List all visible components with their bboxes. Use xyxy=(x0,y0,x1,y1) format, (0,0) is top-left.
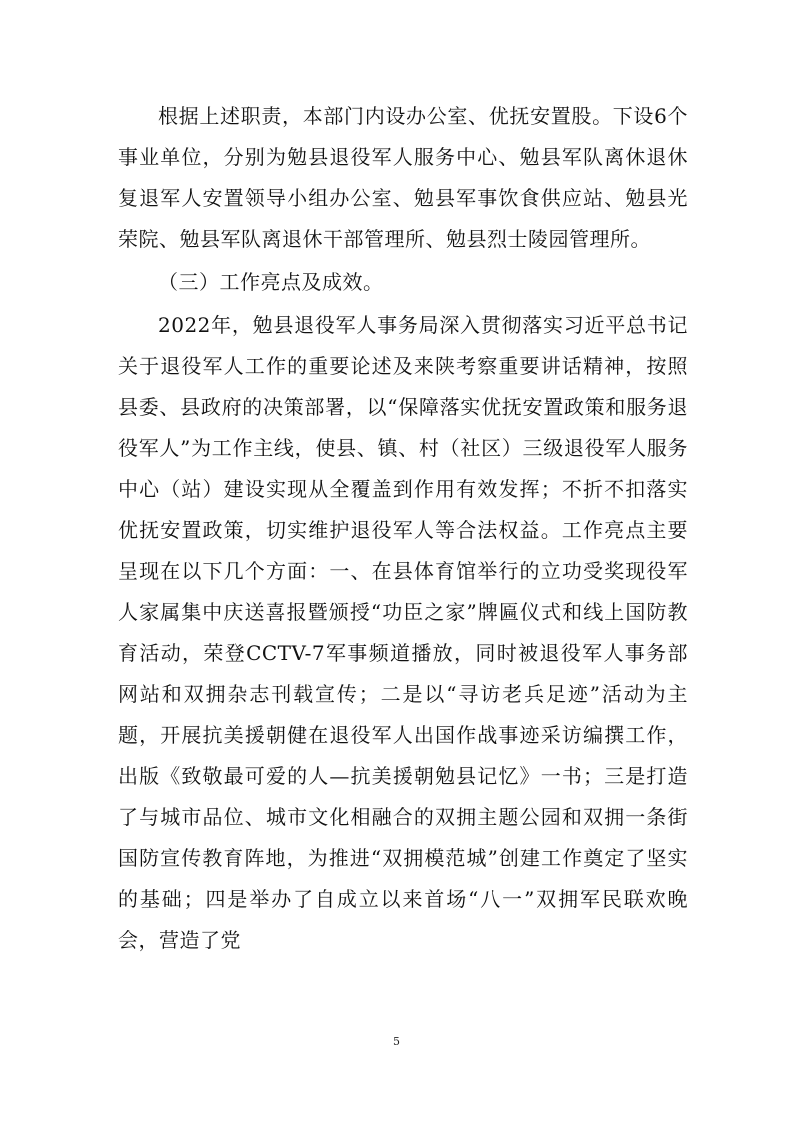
section-heading: （三）工作亮点及成效。 xyxy=(158,270,384,294)
body-paragraph: 根据上述职责，本部门内设办公室、优抚安置股。下设6个事业单位，分别为勉县退役军人服务中心、勉县军队离休退休复退军人安置领导小组办公室、勉县军事饮食供应站、勉县光荣院、勉县军队离退休干部管理所、勉县烈士陵园管理所。 xyxy=(118,104,688,251)
page-number: 5 xyxy=(393,1035,400,1048)
body-paragraph: 2022年，勉县退役军人事务局深入贯彻落实习近平总书记关于退役军人工作的重要论述及来陕考察重要讲话精神，按照县委、县政府的决策部署，以“保障落实优抚安置政策和服务退役军人”为工作主线，使县、镇、村（社区）三级退役军人服务中心（站）建设实现从全覆盖到作用有效发挥；不折不扣落实优抚安置政策，切实维护退役军人等合法权益。工作亮点主要呈现在以下几个方面：一、在县体育馆举行的立功受奖现役军人家属集中庆送喜报暨颁授“功臣之家”牌匾仪式和线上国防教育活动，荣登CCTV-7军事频道播放，同时被退役军人事务部网站和双拥杂志刊载宣传；二是以“寻访老兵足迹”活动为主题，开展抗美援朝健在退役军人出国作战事迹采访编撰工作，出版《致敬最可爱的人—抗美援朝勉县记忆》一书；三是打造了与城市品位、城市文化相融合的双拥主题公园和双拥一条街国防宣传教育阵地，为推进“双拥模范城”创建工作奠定了坚实的基础；四是举办了自成立以来首场“八一”双拥军民联欢晚会，营造了党 xyxy=(118,313,688,952)
document-body xyxy=(118,96,688,961)
